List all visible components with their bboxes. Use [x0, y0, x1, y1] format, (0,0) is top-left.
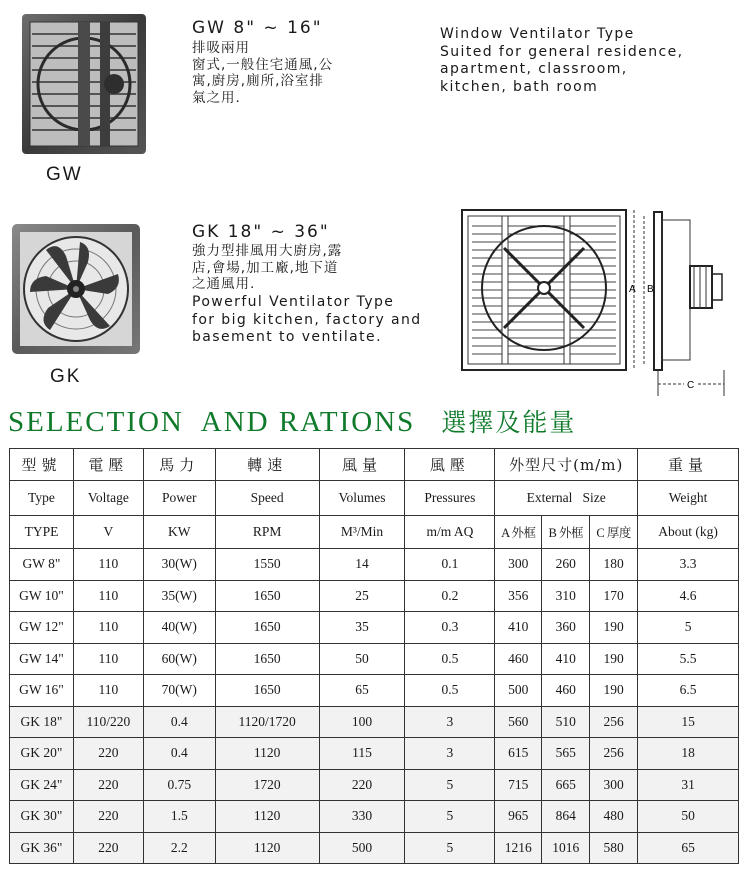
- cell-voltage: 220: [73, 832, 143, 864]
- cell-speed: 1650: [215, 643, 319, 675]
- cell-pressures: 5: [405, 801, 495, 833]
- cell-volumes: 100: [319, 706, 405, 738]
- dimension-a-label: A: [629, 284, 636, 295]
- cell-type: GK 18": [10, 706, 74, 738]
- gw-model-title: GW 8" ~ 16": [192, 18, 323, 38]
- cell-type: GK 36": [10, 832, 74, 864]
- cell-a: 410: [495, 612, 542, 644]
- unit-type: TYPE: [10, 516, 74, 549]
- unit-weight: About (kg): [638, 516, 739, 549]
- table-row: [10, 549, 739, 581]
- cell-speed: 1120: [215, 738, 319, 770]
- cell-weight: 50: [638, 801, 739, 833]
- cell-volumes: 65: [319, 675, 405, 707]
- cell-a: 500: [495, 675, 542, 707]
- cell-voltage: 110/220: [73, 706, 143, 738]
- gk-caption: GK: [50, 366, 82, 387]
- cell-a: 356: [495, 580, 542, 612]
- cell-power: 60(W): [143, 643, 215, 675]
- cell-power: 2.2: [143, 832, 215, 864]
- cell-b: 260: [542, 549, 590, 581]
- unit-power: KW: [143, 516, 215, 549]
- cell-power: 0.4: [143, 706, 215, 738]
- cell-type: GW 10": [10, 580, 74, 612]
- cell-pressures: 0.2: [405, 580, 495, 612]
- header-row-chinese: [10, 449, 739, 481]
- cell-type: GK 20": [10, 738, 74, 770]
- cell-a: 560: [495, 706, 542, 738]
- unit-voltage: V: [73, 516, 143, 549]
- cell-b: 460: [542, 675, 590, 707]
- cell-weight: 5.5: [638, 643, 739, 675]
- gk-model-title: GK 18" ~ 36": [192, 222, 330, 242]
- cell-b: 665: [542, 769, 590, 801]
- cell-voltage: 110: [73, 580, 143, 612]
- cell-pressures: 0.3: [405, 612, 495, 644]
- cell-pressures: 5: [405, 832, 495, 864]
- cell-b: 864: [542, 801, 590, 833]
- unit-speed: RPM: [215, 516, 319, 549]
- header-row-english: [10, 481, 739, 516]
- cell-c: 256: [590, 706, 638, 738]
- cell-b: 360: [542, 612, 590, 644]
- header-zh-speed: 轉速: [215, 449, 319, 481]
- table-body: [10, 549, 739, 864]
- header-en-volumes: Volumes: [319, 481, 405, 516]
- cell-weight: 18: [638, 738, 739, 770]
- cell-type: GW 16": [10, 675, 74, 707]
- cell-power: 0.75: [143, 769, 215, 801]
- cell-speed: 1550: [215, 549, 319, 581]
- cell-speed: 1120/1720: [215, 706, 319, 738]
- cell-weight: 3.3: [638, 549, 739, 581]
- cell-b: 1016: [542, 832, 590, 864]
- selection-heading: [8, 403, 576, 439]
- cell-pressures: 3: [405, 706, 495, 738]
- cell-speed: 1120: [215, 832, 319, 864]
- cell-power: 30(W): [143, 549, 215, 581]
- table-row: [10, 832, 739, 864]
- cell-volumes: 500: [319, 832, 405, 864]
- table-row: [10, 643, 739, 675]
- cell-volumes: 14: [319, 549, 405, 581]
- table-row: [10, 769, 739, 801]
- cell-pressures: 0.5: [405, 643, 495, 675]
- cell-volumes: 50: [319, 643, 405, 675]
- cell-weight: 31: [638, 769, 739, 801]
- header-zh-external-size: 外型尺寸(m/m): [495, 449, 638, 481]
- cell-voltage: 110: [73, 549, 143, 581]
- cell-weight: 5: [638, 612, 739, 644]
- cell-a: 715: [495, 769, 542, 801]
- header-row-units: [10, 516, 739, 549]
- unit-pressures: m/m AQ: [405, 516, 495, 549]
- cell-power: 0.4: [143, 738, 215, 770]
- cell-volumes: 330: [319, 801, 405, 833]
- cell-c: 300: [590, 769, 638, 801]
- table-row: [10, 801, 739, 833]
- specification-table: [9, 448, 739, 864]
- cell-weight: 65: [638, 832, 739, 864]
- table-row: [10, 580, 739, 612]
- cell-pressures: 3: [405, 738, 495, 770]
- cell-volumes: 25: [319, 580, 405, 612]
- cell-a: 300: [495, 549, 542, 581]
- cell-a: 965: [495, 801, 542, 833]
- cell-speed: 1650: [215, 612, 319, 644]
- cell-c: 190: [590, 612, 638, 644]
- cell-b: 565: [542, 738, 590, 770]
- header-zh-weight: 重量: [638, 449, 739, 481]
- table-row: [10, 706, 739, 738]
- gk-fan-photo: [10, 222, 142, 356]
- cell-voltage: 110: [73, 643, 143, 675]
- cell-pressures: 0.1: [405, 549, 495, 581]
- cell-b: 510: [542, 706, 590, 738]
- cell-weight: 15: [638, 706, 739, 738]
- cell-b: 410: [542, 643, 590, 675]
- gw-caption: GW: [46, 164, 83, 185]
- table-row: [10, 675, 739, 707]
- header-zh-power: 馬力: [143, 449, 215, 481]
- cell-c: 190: [590, 643, 638, 675]
- cell-c: 480: [590, 801, 638, 833]
- unit-c-thickness: C 厚度: [590, 516, 638, 549]
- header-en-voltage: Voltage: [73, 481, 143, 516]
- cell-volumes: 35: [319, 612, 405, 644]
- heading-english: SELECTION AND RATIONS: [8, 406, 416, 438]
- header-zh-volumes: 風量: [319, 449, 405, 481]
- cell-a: 1216: [495, 832, 542, 864]
- cell-speed: 1650: [215, 675, 319, 707]
- header-zh-type: 型號: [10, 449, 74, 481]
- cell-power: 70(W): [143, 675, 215, 707]
- cell-power: 35(W): [143, 580, 215, 612]
- cell-volumes: 115: [319, 738, 405, 770]
- gk-english-description: Powerful Ventilator Type for big kitchen, factory and basement to ventilate.: [192, 294, 422, 345]
- cell-b: 310: [542, 580, 590, 612]
- cell-weight: 6.5: [638, 675, 739, 707]
- cell-volumes: 220: [319, 769, 405, 801]
- cell-weight: 4.6: [638, 580, 739, 612]
- cell-c: 190: [590, 675, 638, 707]
- cell-speed: 1720: [215, 769, 319, 801]
- table-row: [10, 738, 739, 770]
- gw-chinese-description: 排吸兩用 窗式,一般住宅通風,公 寓,廚房,廁所,浴室排 氣之用.: [192, 40, 334, 106]
- unit-b-frame: B 外框: [542, 516, 590, 549]
- cell-pressures: 0.5: [405, 675, 495, 707]
- dimension-c-label: C: [687, 380, 695, 391]
- cell-type: GW 12": [10, 612, 74, 644]
- cell-speed: 1120: [215, 801, 319, 833]
- dimension-b-label: B: [647, 284, 654, 295]
- header-en-power: Power: [143, 481, 215, 516]
- gw-english-description: Window Ventilator Type Suited for general residence, apartment, classroom, kitchen, bath room: [440, 26, 684, 95]
- header-zh-voltage: 電壓: [73, 449, 143, 481]
- header-en-weight: Weight: [638, 481, 739, 516]
- header-en-pressures: Pressures: [405, 481, 495, 516]
- cell-power: 40(W): [143, 612, 215, 644]
- cell-type: GK 24": [10, 769, 74, 801]
- cell-voltage: 220: [73, 801, 143, 833]
- dimension-diagram: [458, 200, 742, 402]
- gk-chinese-description: 強力型排風用大廚房,露 店,會場,加工廠,地下道 之通風用.: [192, 243, 343, 292]
- cell-a: 615: [495, 738, 542, 770]
- cell-voltage: 110: [73, 675, 143, 707]
- cell-a: 460: [495, 643, 542, 675]
- cell-type: GK 30": [10, 801, 74, 833]
- heading-chinese: 選擇及能量: [441, 408, 577, 437]
- unit-a-frame: A 外框: [495, 516, 542, 549]
- cell-speed: 1650: [215, 580, 319, 612]
- cell-voltage: 220: [73, 738, 143, 770]
- cell-voltage: 220: [73, 769, 143, 801]
- header-en-external-size: External Size: [495, 481, 638, 516]
- cell-c: 180: [590, 549, 638, 581]
- unit-volumes: M³/Min: [319, 516, 405, 549]
- header-en-speed: Speed: [215, 481, 319, 516]
- cell-voltage: 110: [73, 612, 143, 644]
- gw-fan-photo: [18, 12, 150, 156]
- cell-c: 170: [590, 580, 638, 612]
- cell-power: 1.5: [143, 801, 215, 833]
- cell-pressures: 5: [405, 769, 495, 801]
- cell-type: GW 14": [10, 643, 74, 675]
- header-zh-pressures: 風壓: [405, 449, 495, 481]
- table-row: [10, 612, 739, 644]
- cell-c: 256: [590, 738, 638, 770]
- header-en-type: Type: [10, 481, 74, 516]
- cell-c: 580: [590, 832, 638, 864]
- cell-type: GW 8": [10, 549, 74, 581]
